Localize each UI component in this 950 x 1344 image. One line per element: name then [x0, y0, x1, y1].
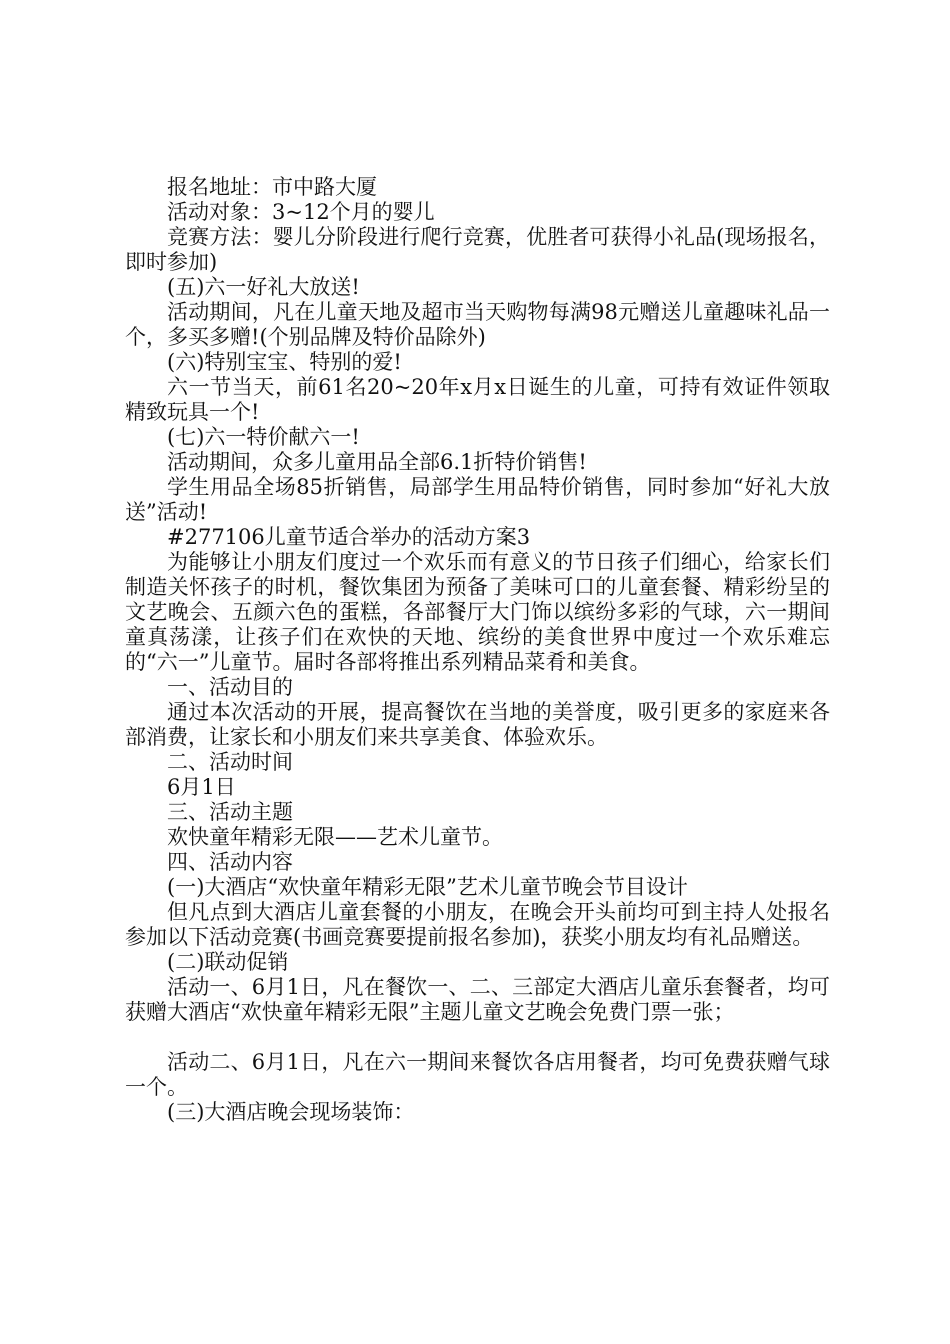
- paragraph: (六)特别宝宝、特别的爱!: [167, 350, 402, 374]
- document-body: [125, 175, 830, 1125]
- paragraph: 六一节当天，前61名20~20年x月x日诞生的儿童，可持有效证件领取精致玩具一个!: [125, 375, 830, 424]
- paragraph: (五)六一好礼大放送!: [167, 275, 360, 299]
- section-heading: 一、活动目的: [167, 675, 293, 699]
- section-heading: 三、活动主题: [167, 800, 293, 824]
- paragraph: 竞赛方法：婴儿分阶段进行爬行竞赛，优胜者可获得小礼品(现场报名，即时参加): [125, 225, 830, 274]
- paragraph: 欢快童年精彩无限——艺术儿童节。: [167, 825, 503, 849]
- paragraph: 活动期间，凡在儿童天地及超市当天购物每满98元赠送儿童趣味礼品一个，多买多赠!(个别品牌及特价品除外): [125, 300, 830, 349]
- paragraph: 活动二、6月1日，凡在六一期间来餐饮各店用餐者，均可免费获赠气球一个。: [125, 1050, 830, 1099]
- section-heading: 二、活动时间: [167, 750, 293, 774]
- paragraph: 活动对象：3~12个月的婴儿: [167, 200, 435, 224]
- section-heading: 四、活动内容: [167, 850, 293, 874]
- paragraph: 通过本次活动的开展，提高餐饮在当地的美誉度，吸引更多的家庭来各部消费，让家长和小朋友们来共享美食、体验欢乐。: [125, 700, 830, 749]
- section-heading: #277106儿童节适合举办的活动方案3: [167, 525, 531, 549]
- paragraph: 活动一、6月1日，凡在餐饮一、二、三部定大酒店儿童乐套餐者，均可获赠大酒店“欢快童年精彩无限”主题儿童文艺晚会免费门票一张；: [125, 975, 830, 1024]
- paragraph: 但凡点到大酒店儿童套餐的小朋友，在晚会开头前均可到主持人处报名参加以下活动竞赛(书画竞赛要提前报名参加)，获奖小朋友均有礼品赠送。: [125, 900, 830, 949]
- paragraph: (二)联动促销: [167, 950, 289, 974]
- paragraph: (七)六一特价献六一!: [167, 425, 360, 449]
- paragraph: 学生用品全场85折销售，局部学生用品特价销售，同时参加“好礼大放送”活动!: [125, 475, 830, 524]
- paragraph: 为能够让小朋友们度过一个欢乐而有意义的节日孩子们细心，给家长们制造关怀孩子的时机，餐饮集团为预备了美味可口的儿童套餐、精彩纷呈的文艺晚会、五颜六色的蛋糕，各部餐厅大门饰以缤纷多彩的气球，六一期间童真荡漾，让孩子们在欢快的天地、缤纷的美食世界中度过一个欢乐难忘的“六一”儿童节。届时各部将推出系列精品菜肴和美食。: [125, 550, 830, 674]
- paragraph: (一)大酒店“欢快童年精彩无限”艺术儿童节晚会节目设计: [167, 875, 688, 899]
- paragraph: 报名地址：市中路大厦: [167, 175, 377, 199]
- paragraph: 活动期间，众多儿童用品全部6.1折特价销售!: [167, 450, 587, 474]
- paragraph: (三)大酒店晚会现场装饰：: [167, 1100, 415, 1124]
- paragraph: 6月1日: [167, 775, 236, 799]
